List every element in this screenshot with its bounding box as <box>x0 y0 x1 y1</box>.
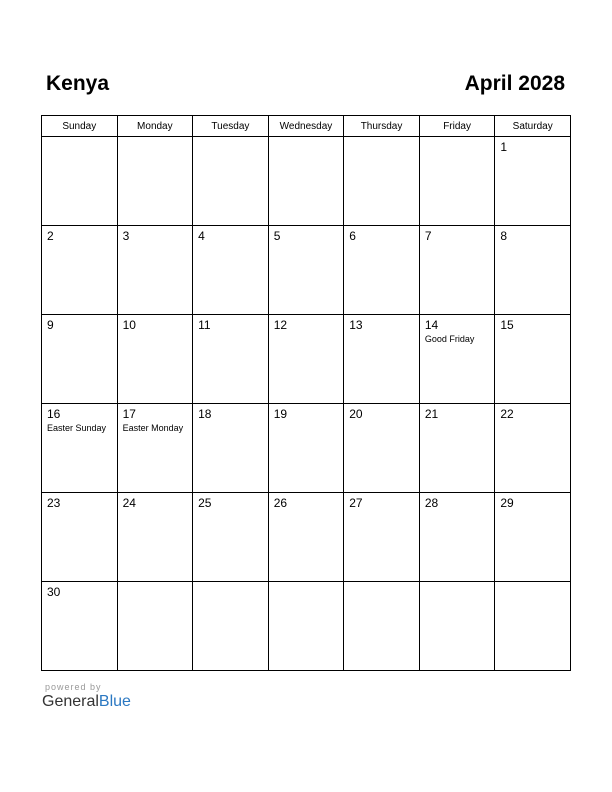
day-cell[interactable] <box>344 315 420 404</box>
day-number: 23 <box>47 496 61 510</box>
day-cell[interactable] <box>495 315 571 404</box>
day-cell[interactable] <box>117 404 193 493</box>
day-cell <box>344 582 420 671</box>
day-cell <box>117 582 193 671</box>
day-number: 28 <box>424 496 439 510</box>
holiday-label: Easter Monday <box>122 423 184 433</box>
day-cell[interactable] <box>495 404 571 493</box>
day-number: 13 <box>349 318 363 332</box>
day-cell[interactable] <box>344 404 420 493</box>
day-cell[interactable] <box>42 404 118 493</box>
day-number: 7 <box>424 229 432 243</box>
day-cell[interactable] <box>344 493 420 582</box>
brand-general: General <box>42 693 99 710</box>
day-number: 29 <box>500 496 514 510</box>
day-number: 16 <box>47 407 61 421</box>
day-cell[interactable] <box>193 226 269 315</box>
day-number: 3 <box>122 229 130 243</box>
day-cell[interactable] <box>495 137 571 226</box>
day-cell[interactable] <box>193 404 269 493</box>
country-title: Kenya <box>46 72 110 95</box>
day-cell[interactable] <box>193 315 269 404</box>
day-cell[interactable] <box>495 493 571 582</box>
day-number: 4 <box>198 229 205 243</box>
powered-by-label: powered by <box>45 682 102 692</box>
day-cell <box>193 582 269 671</box>
week-row <box>42 582 571 671</box>
day-number: 22 <box>500 407 514 421</box>
day-cell <box>344 137 420 226</box>
day-number: 8 <box>500 229 508 243</box>
day-number: 5 <box>273 229 281 243</box>
day-number: 26 <box>273 496 288 510</box>
day-cell <box>193 137 269 226</box>
day-cell <box>117 137 193 226</box>
day-cell[interactable] <box>193 493 269 582</box>
day-number: 20 <box>349 407 363 421</box>
weekday-header: Friday <box>419 116 495 137</box>
day-number: 19 <box>273 407 288 421</box>
day-cell[interactable] <box>419 226 495 315</box>
brand-blue: Blue <box>98 693 131 710</box>
day-cell <box>495 582 571 671</box>
day-cell[interactable] <box>268 404 344 493</box>
holiday-label: Easter Sunday <box>47 423 107 433</box>
day-number: 10 <box>122 318 136 332</box>
day-number: 11 <box>198 318 211 332</box>
day-cell <box>419 582 495 671</box>
week-row <box>42 315 571 404</box>
weekday-header: Sunday <box>42 116 118 137</box>
day-cell[interactable] <box>117 315 193 404</box>
day-cell <box>419 137 495 226</box>
weekday-header: Wednesday <box>268 116 344 137</box>
brand-logo[interactable] <box>42 693 131 711</box>
calendar-grid <box>41 115 571 671</box>
week-row <box>42 493 571 582</box>
day-number: 15 <box>500 318 514 332</box>
day-number: 24 <box>122 496 136 510</box>
weekday-header-row <box>42 116 571 137</box>
day-cell[interactable] <box>117 493 193 582</box>
day-number: 9 <box>47 318 54 332</box>
weekday-header: Monday <box>117 116 193 137</box>
day-cell[interactable] <box>419 493 495 582</box>
week-row <box>42 137 571 226</box>
day-cell[interactable] <box>117 226 193 315</box>
day-number: 6 <box>349 229 356 243</box>
day-cell[interactable] <box>42 315 118 404</box>
day-cell[interactable] <box>42 493 118 582</box>
day-number: 17 <box>122 407 136 421</box>
day-number: 1 <box>500 140 508 154</box>
day-number: 2 <box>47 229 54 243</box>
day-number: 21 <box>424 407 439 421</box>
day-cell[interactable] <box>42 582 118 671</box>
day-number: 12 <box>273 318 288 332</box>
weekday-header: Tuesday <box>193 116 269 137</box>
day-cell[interactable] <box>344 226 420 315</box>
week-row <box>42 404 571 493</box>
day-cell[interactable] <box>268 493 344 582</box>
day-cell <box>268 582 344 671</box>
day-cell[interactable] <box>42 226 118 315</box>
weekday-header: Saturday <box>495 116 571 137</box>
day-number: 30 <box>47 585 61 599</box>
day-cell[interactable] <box>495 226 571 315</box>
day-number: 27 <box>349 496 363 510</box>
holiday-label: Good Friday <box>424 334 475 344</box>
day-cell <box>268 137 344 226</box>
week-row <box>42 226 571 315</box>
day-cell[interactable] <box>268 315 344 404</box>
day-cell <box>42 137 118 226</box>
day-cell[interactable] <box>419 315 495 404</box>
weekday-header: Thursday <box>344 116 420 137</box>
day-number: 18 <box>198 407 212 421</box>
month-title: April 2028 <box>464 72 565 95</box>
day-number: 14 <box>424 318 439 332</box>
day-cell[interactable] <box>419 404 495 493</box>
day-cell[interactable] <box>268 226 344 315</box>
day-number: 25 <box>198 496 212 510</box>
